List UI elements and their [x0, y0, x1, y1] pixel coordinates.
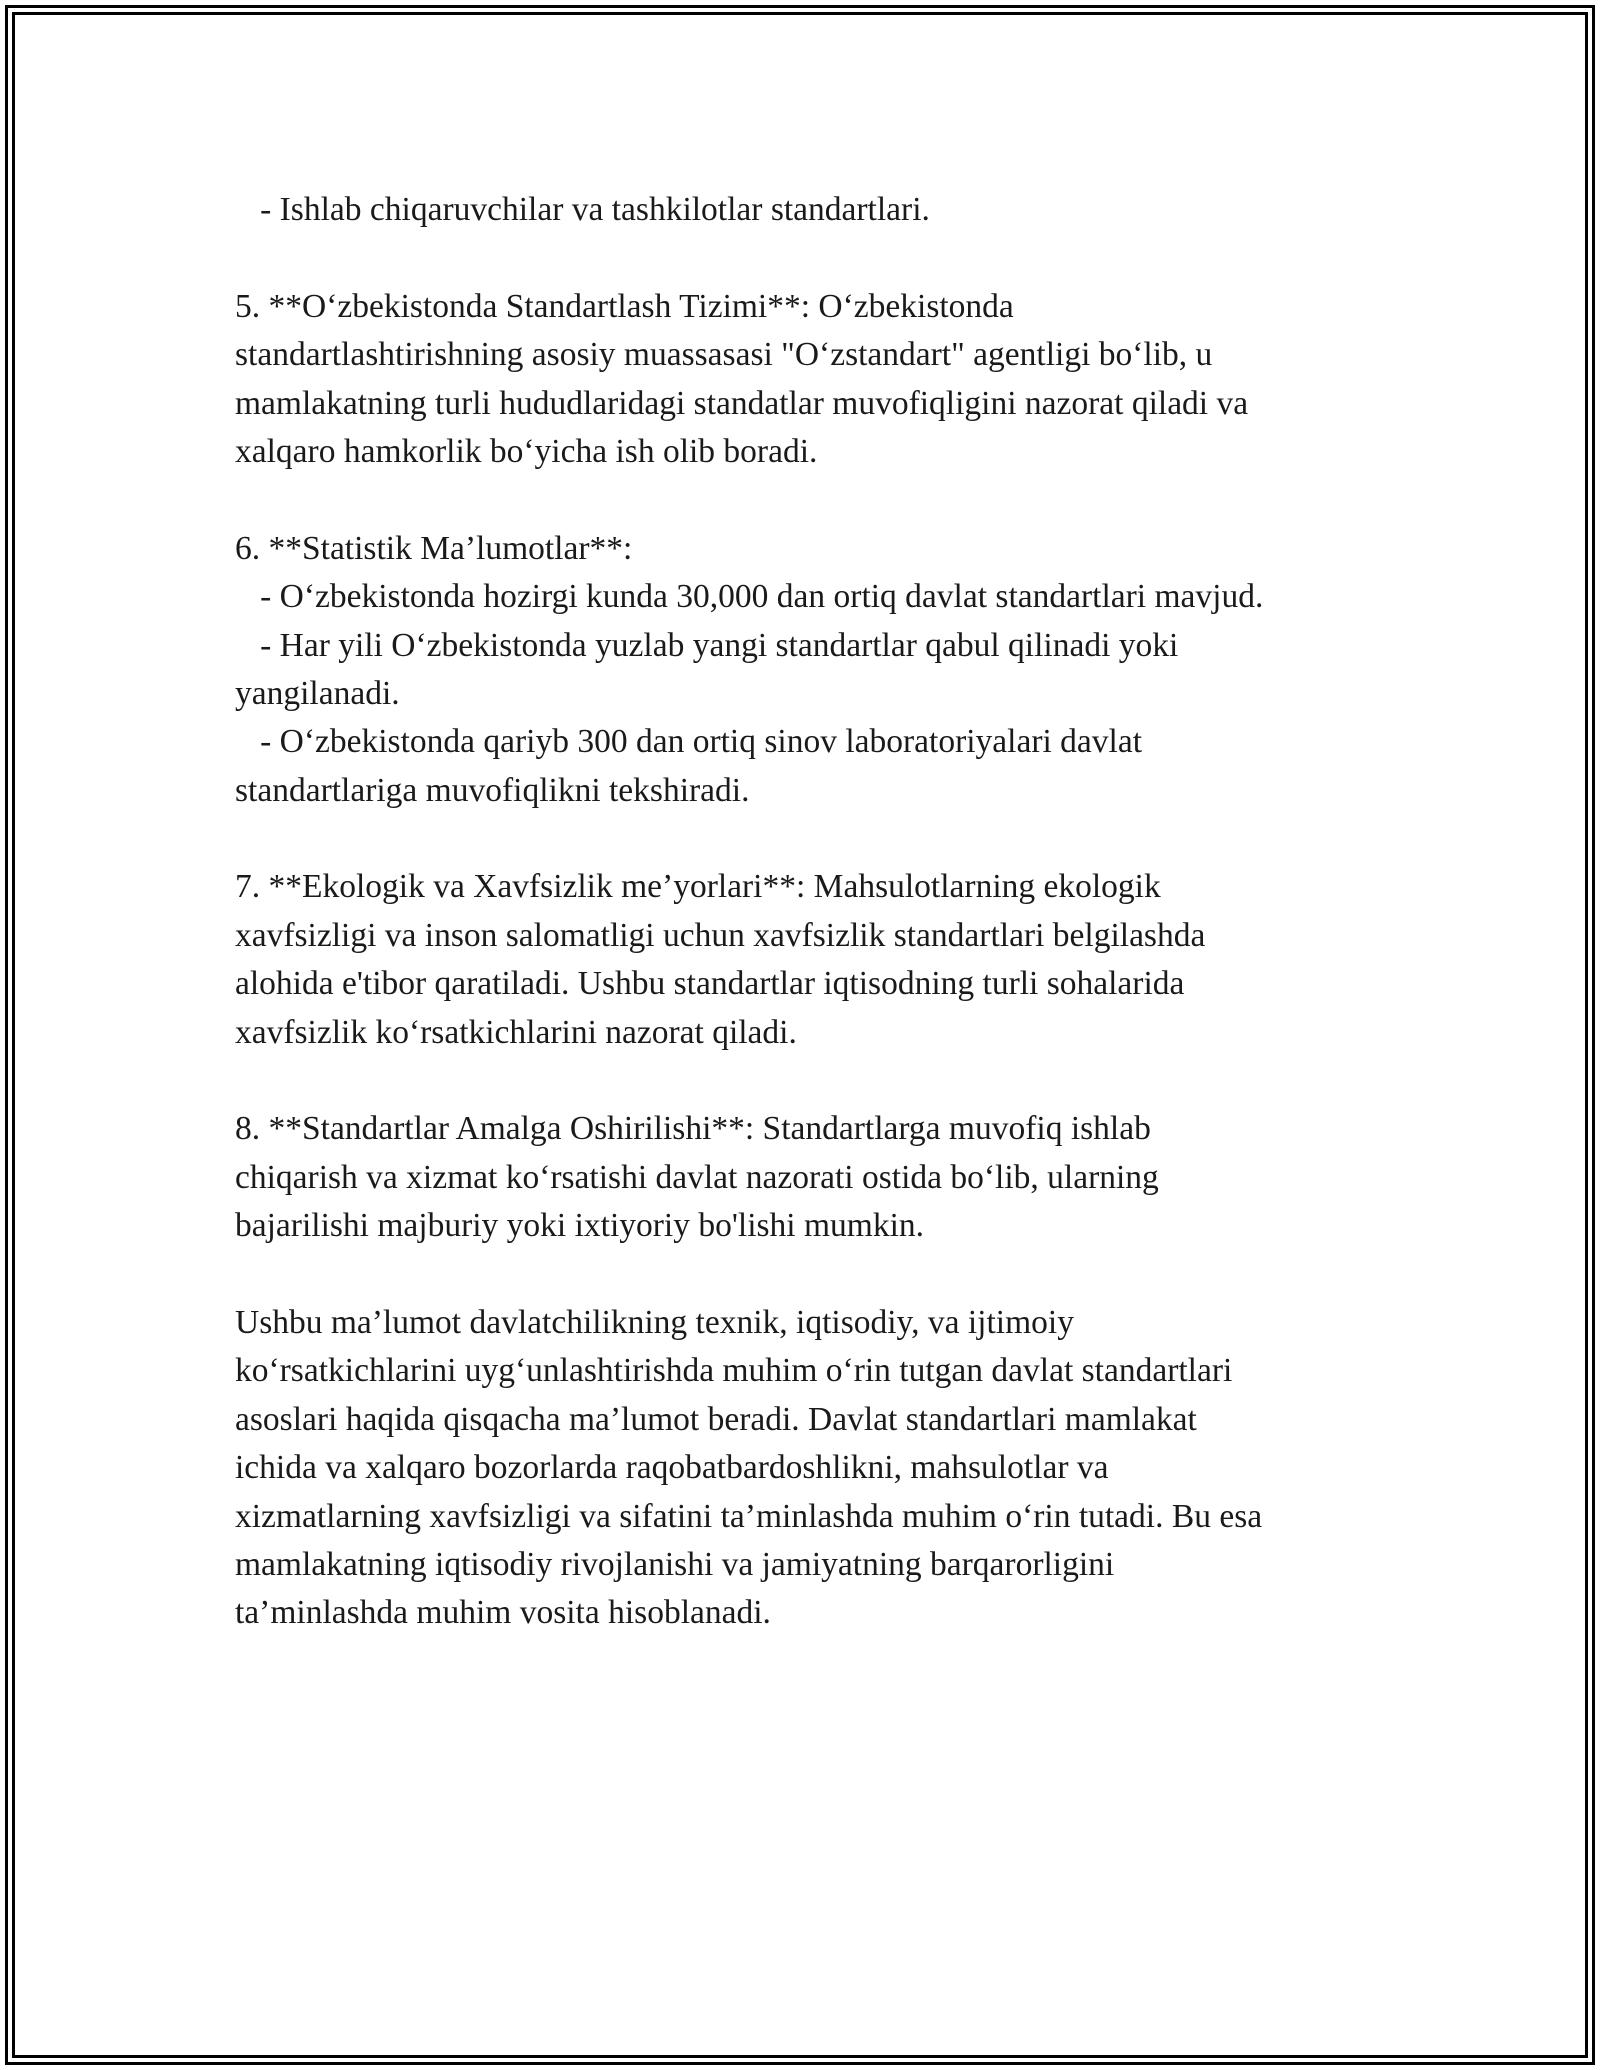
text-line: - Oʻzbekistonda qariyb 300 dan ortiq sinov laboratoriyalari davlat — [235, 723, 1143, 761]
text-line: xalqaro hamkorlik boʻyicha ish olib boradi. — [235, 432, 818, 470]
text-line: ichida va xalqaro bozorlarda raqobatbardoshlikni, mahsulotlar va — [235, 1449, 1109, 1487]
text-line: 6. **Statistik Ma’lumotlar**: — [235, 529, 633, 567]
text-line: 5. **Oʻzbekistonda Standartlash Tizimi**: Oʻzbekistonda — [235, 287, 1014, 325]
paragraph-list-item-tail — [235, 186, 1415, 234]
paragraph-gap — [235, 476, 1415, 524]
text-line: - Oʻzbekistonda hozirgi kunda 30,000 dan ortiq davlat standartlari mavjud. — [235, 578, 1264, 616]
text-line: xizmatlarning xavfsizligi va sifatini ta’minlashda muhim oʻrin tutadi. Bu esa — [235, 1497, 1263, 1535]
paragraph-section-7 — [235, 863, 1415, 1057]
paragraph-gap — [235, 234, 1415, 282]
text-line: yangilanadi. — [235, 674, 400, 712]
text-line: - Ishlab chiqaruvchilar va tashkilotlar standartlari. — [235, 191, 930, 228]
text-line: alohida e'tibor qaratiladi. Ushbu standartlar iqtisodning turli sohalarida — [235, 965, 1185, 1003]
paragraph-gap — [235, 1251, 1415, 1299]
paragraph-gap — [235, 1057, 1415, 1105]
paragraph-gap — [235, 815, 1415, 863]
text-line: standartlashtirishning asosiy muassasasi "Oʻzstandart" agentligi boʻlib, u — [235, 336, 1213, 374]
paragraph-section-5 — [235, 283, 1415, 477]
text-line: chiqarish va xizmat koʻrsatishi davlat nazorati ostida boʻlib, ularning — [235, 1158, 1159, 1196]
paragraph-section-8 — [235, 1105, 1415, 1250]
text-line: mamlakatning iqtisodiy rivojlanishi va jamiyatning barqarorligini — [235, 1545, 1115, 1583]
text-line: 8. **Standartlar Amalga Oshirilishi**: Standartlarga muvofiq ishlab — [235, 1110, 1151, 1148]
text-line: 7. **Ekologik va Xavfsizlik me’yorlari**: Mahsulotlarning ekologik — [235, 868, 1161, 906]
text-line: xavfsizlik koʻrsatkichlarini nazorat qiladi. — [235, 1013, 797, 1051]
text-line: ta’minlashda muhim vosita hisoblanadi. — [235, 1594, 771, 1632]
document-body — [235, 186, 1415, 1638]
text-line: xavfsizligi va inson salomatligi uchun xavfsizlik standartlari belgilashda — [235, 916, 1206, 954]
text-line: standartlariga muvofiqlikni tekshiradi. — [235, 771, 750, 809]
text-line: koʻrsatkichlarini uygʻunlashtirishda muhim oʻrin tutgan davlat standartlari — [235, 1352, 1233, 1390]
text-line: Ushbu ma’lumot davlatchilikning texnik, iqtisodiy, va ijtimoiy — [235, 1303, 1074, 1341]
paragraph-conclusion — [235, 1299, 1415, 1638]
text-line: - Har yili Oʻzbekistonda yuzlab yangi standartlar qabul qilinadi yoki — [235, 626, 1179, 664]
text-line: mamlakatning turli hududlaridagi standatlar muvofiqligini nazorat qiladi va — [235, 384, 1249, 422]
text-line: asoslari haqida qisqacha ma’lumot beradi. Davlat standartlari mamlakat — [235, 1400, 1197, 1438]
text-line: bajarilishi majburiy yoki ixtiyoriy bo'lishi mumkin. — [235, 1207, 925, 1245]
paragraph-section-6 — [235, 525, 1415, 815]
